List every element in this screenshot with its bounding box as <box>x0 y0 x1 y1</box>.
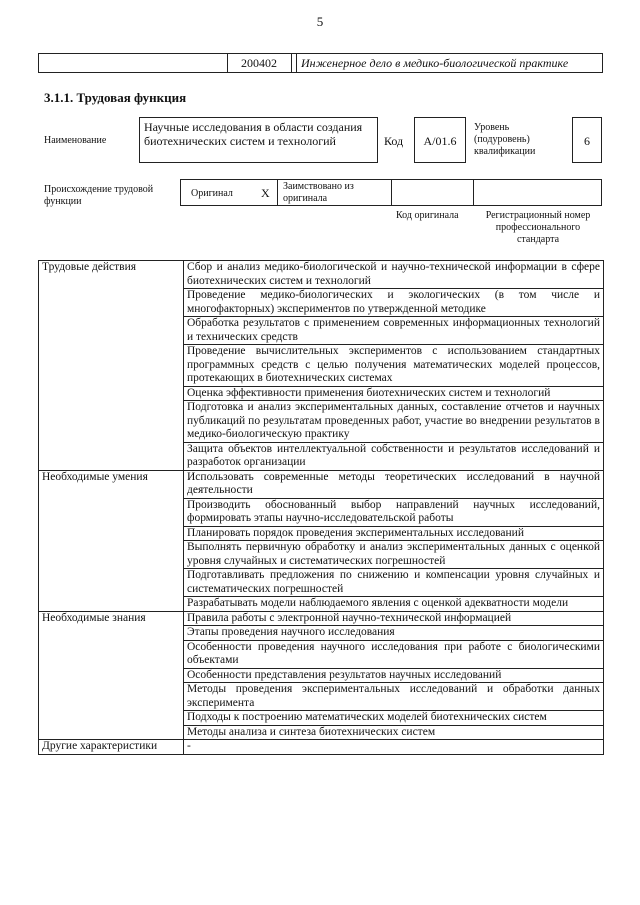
row-category <box>39 541 184 569</box>
table-row <box>39 640 604 668</box>
row-item: Особенности представления результатов научных исследований <box>184 668 604 683</box>
code-label: Код <box>384 134 404 148</box>
table-row <box>39 401 604 443</box>
row-item: Методы анализа и синтеза биотехнических систем <box>184 725 604 740</box>
table-row <box>39 470 604 498</box>
row-category <box>39 289 184 317</box>
row-category <box>39 498 184 526</box>
row-item: Подготовка и анализ экспериментальных данных, составление отчетов и научных публикаций по результатам проведенных работ, участие во внедрении результатов в медико-биологическую практику <box>184 401 604 443</box>
table-row <box>39 668 604 683</box>
table-row <box>39 740 604 755</box>
row-category <box>39 386 184 401</box>
reg-number-label: Регистрационный номер профессионального стандарта <box>485 210 591 245</box>
borrowed-label: Заимствовано из оригинала <box>283 181 354 204</box>
row-category: Необходимые умения <box>39 470 184 498</box>
divider <box>391 180 392 205</box>
row-item: Методы проведения экспериментальных исследований и обработки данных эксперимента <box>184 683 604 711</box>
row-item: Сбор и анализ медико-биологической и научно-технической информации в сфере биотехнических систем и технологий <box>184 261 604 289</box>
table-row <box>39 526 604 541</box>
table-row <box>39 386 604 401</box>
table-row <box>39 597 604 612</box>
row-category <box>39 401 184 443</box>
row-category <box>39 725 184 740</box>
row-item: Правила работы с электронной научно-технической информацией <box>184 611 604 626</box>
row-item: Проведение вычислительных экспериментов с использованием стандартных программных средств с целью получения математических моделей процессов, протекающих в биотехнических системах <box>184 345 604 387</box>
table-row <box>39 541 604 569</box>
row-item: Подготавливать предложения по снижению и компенсации уровня случайных и систематических погрешностей <box>184 569 604 597</box>
table-row <box>39 498 604 526</box>
table-row <box>39 569 604 597</box>
row-item: Разрабатывать модели наблюдаемого явления с оценкой адекватности модели <box>184 597 604 612</box>
header-title: Инженерное дело в медико-биологической практике <box>296 54 602 72</box>
original-mark: X <box>261 186 270 200</box>
row-category <box>39 626 184 641</box>
code-original-label: Код оригинала <box>396 210 459 221</box>
header-code: 200402 <box>227 54 292 72</box>
function-code: A/01.6 <box>414 117 466 163</box>
row-category <box>39 442 184 470</box>
labor-function-table <box>38 260 604 755</box>
row-category <box>39 526 184 541</box>
divider <box>473 180 474 205</box>
row-category <box>39 317 184 345</box>
row-item: Обработка результатов с применением современных информационных технологий и технических средств <box>184 317 604 345</box>
table-row <box>39 289 604 317</box>
row-item: Защита объектов интеллектуальной собственности и результатов исследований и разработок организации <box>184 442 604 470</box>
row-item: Проведение медико-биологических и экологических (в том числе и многофакторных) экспериментов по утвержденной методике <box>184 289 604 317</box>
table-row <box>39 725 604 740</box>
row-item: Производить обоснованный выбор направлений научных исследований, формировать этапы научно-исследовательской работы <box>184 498 604 526</box>
row-item: Выполнять первичную обработку и анализ экспериментальных данных с оценкой уровня случайных и систематических погрешностей <box>184 541 604 569</box>
table-row <box>39 626 604 641</box>
row-category <box>39 597 184 612</box>
table-row <box>39 711 604 726</box>
origin-label: Происхождение трудовой функции <box>44 184 154 207</box>
original-label: Оригинал <box>191 188 233 199</box>
row-category <box>39 345 184 387</box>
name-label: Наименование <box>44 135 107 146</box>
table-row <box>39 442 604 470</box>
page-number: 5 <box>316 14 324 29</box>
level-value: 6 <box>572 117 602 163</box>
header-empty-cell <box>39 54 228 72</box>
row-category <box>39 640 184 668</box>
row-item: Этапы проведения научного исследования <box>184 626 604 641</box>
row-category: Другие характеристики <box>39 740 184 755</box>
row-category <box>39 569 184 597</box>
table-row <box>39 611 604 626</box>
row-category: Трудовые действия <box>39 261 184 289</box>
row-item: Подходы к построению математических моделей биотехнических систем <box>184 711 604 726</box>
row-item: Оценка эффективности применения биотехнических систем и технологий <box>184 386 604 401</box>
level-label: Уровень (подуровень) квалификации <box>474 122 536 157</box>
table-row <box>39 317 604 345</box>
section-title: 3.1.1. Трудовая функция <box>44 90 187 105</box>
row-item: Особенности проведения научного исследования при работе с биологическими объектами <box>184 640 604 668</box>
row-category <box>39 711 184 726</box>
table-row <box>39 683 604 711</box>
function-name: Научные исследования в области создания биотехнических систем и технологий <box>139 117 378 163</box>
row-category <box>39 683 184 711</box>
row-category: Необходимые знания <box>39 611 184 626</box>
header-row <box>38 53 603 73</box>
row-item: - <box>184 740 604 755</box>
divider <box>277 180 278 205</box>
table-row <box>39 261 604 289</box>
row-item: Использовать современные методы теоретических исследований в научной деятельности <box>184 470 604 498</box>
table-row <box>39 345 604 387</box>
row-item: Планировать порядок проведения экспериментальных исследований <box>184 526 604 541</box>
origin-table <box>180 179 602 206</box>
row-category <box>39 668 184 683</box>
